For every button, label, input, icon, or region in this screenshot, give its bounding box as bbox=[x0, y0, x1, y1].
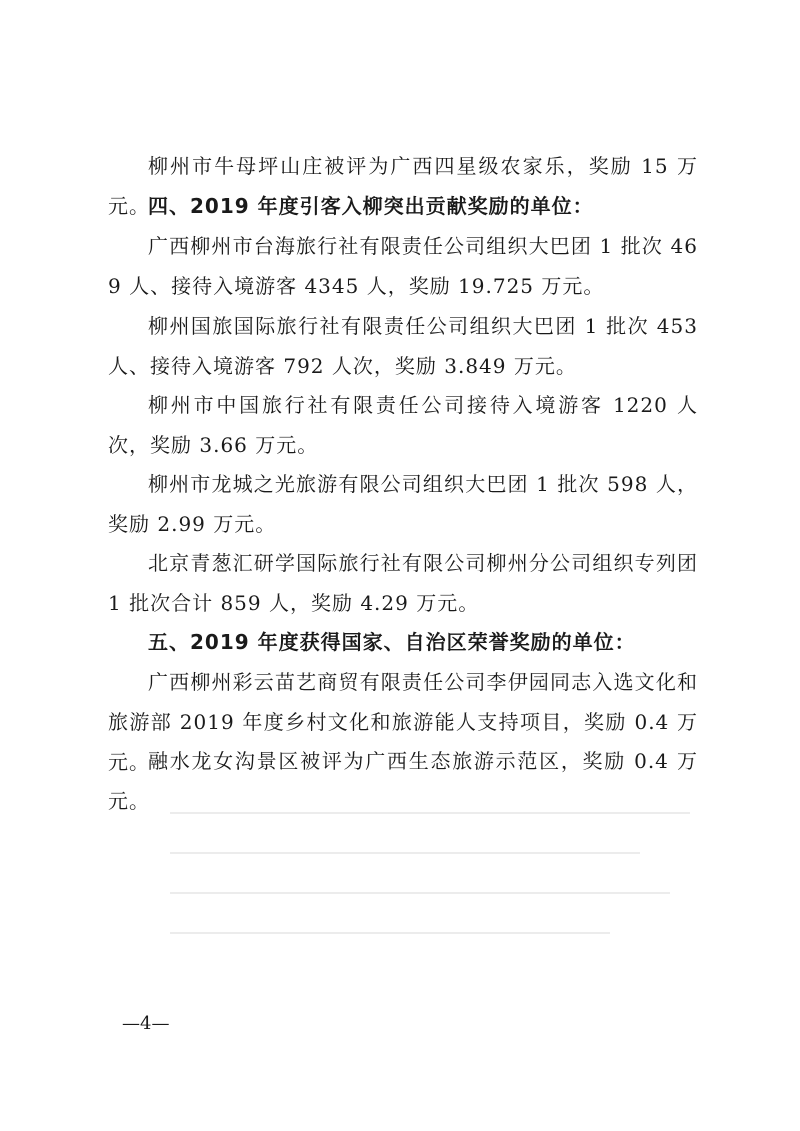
paragraph-caiyun-award: 广西柳州彩云苗艺商贸有限责任公司李伊园同志入选文化和旅游部 2019 年度乡村文化和旅游能人支持项目，奖励 0.4 万元。 bbox=[108, 670, 698, 774]
scan-bleed-line bbox=[170, 892, 670, 894]
section-heading-five: 五、2019 年度获得国家、自治区荣誉奖励的单位： bbox=[148, 630, 636, 654]
scan-bleed-line bbox=[170, 812, 690, 814]
paragraph-qingcong-travel: 北京青葱汇研学国际旅行社有限公司柳州分公司组织专列团 1 批次合计 859 人，奖励 4.29 万元。 bbox=[108, 551, 698, 615]
page-number: —4— bbox=[122, 1013, 170, 1034]
paragraph-longcheng-travel: 柳州市龙城之光旅游有限公司组织大巴团 1 批次 598 人，奖励 2.99 万元。 bbox=[108, 472, 698, 536]
scan-bleed-line bbox=[170, 932, 610, 934]
paragraph-niumuping-award: 柳州市牛母坪山庄被评为广西四星级农家乐，奖励 15 万元。 bbox=[108, 154, 698, 218]
paragraph-longnvgou-award: 融水龙女沟景区被评为广西生态旅游示范区，奖励 0.4 万元。 bbox=[108, 749, 698, 813]
paragraph-taihai-travel: 广西柳州市台海旅行社有限责任公司组织大巴团 1 批次 469 人、接待入境游客 4345 人，奖励 19.725 万元。 bbox=[108, 234, 698, 298]
section-heading-four: 四、2019 年度引客入柳突出贡献奖励的单位： bbox=[148, 194, 594, 218]
paragraph-guolv-travel: 柳州国旅国际旅行社有限责任公司组织大巴团 1 批次 453 人、接待入境游客 792 人次，奖励 3.849 万元。 bbox=[108, 314, 698, 378]
scan-bleed-line bbox=[170, 852, 640, 854]
paragraph-china-travel: 柳州市中国旅行社有限责任公司接待入境游客 1220 人次，奖励 3.66 万元。 bbox=[108, 393, 698, 457]
